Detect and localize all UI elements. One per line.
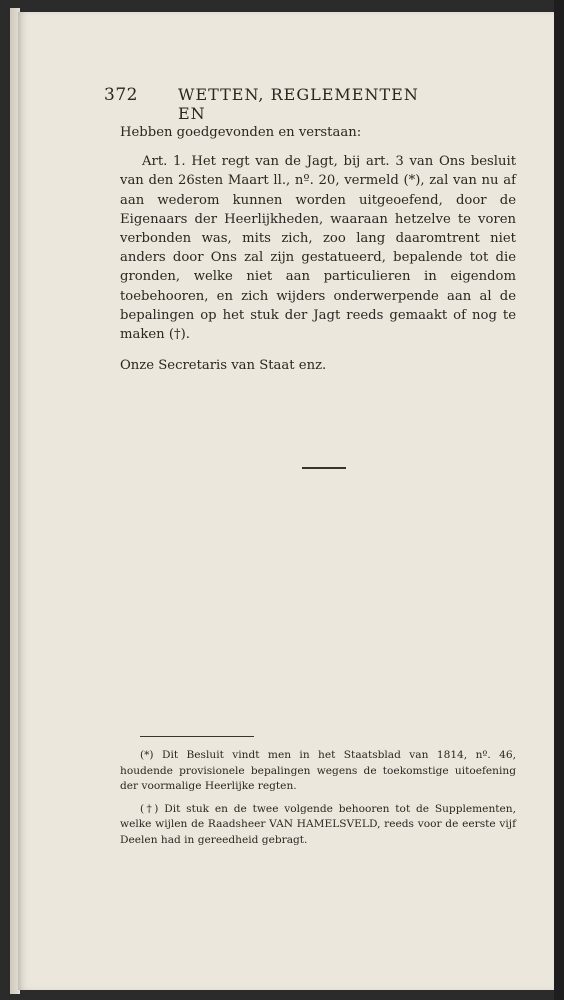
article-1: Art. 1. Het regt van de Jagt, bij art. 3 van Ons besluit van den 26sten Maart ll., nº. 20, vermeld (*), zal van nu af aan wederom kunnen worden uitgeoefend, door de Eigenaars der Heerlijkheden, waaraan hetzelve te voren verbonden was, mits zich, zoo lang daaromtrent niet anders door Ons zal zijn gestatueerd, bepalende tot die gronden, welke niet aan particulieren in eigendom toebehooren, en zich wijders onderwerpende aan al de bepalingen op het stuk der Jagt reeds gemaakt of nog te maken (†). xyxy=(120,154,516,343)
section-divider xyxy=(302,467,346,469)
main-text xyxy=(120,123,516,375)
page-number: 372 xyxy=(104,85,138,105)
footnote-2: (†) Dit stuk en de twee volgende behooren tot de Supplementen, welke wijlen de Raadsheer VAN HAMELSVELD, reeds voor de eerste vijf Deelen had in gereedheid gebragt. xyxy=(120,802,516,846)
closing-line: Onze Secretaris van Staat enz. xyxy=(120,358,327,374)
page-right-border xyxy=(554,0,564,1000)
running-title: WETTEN, REGLEMENTEN EN xyxy=(178,85,419,123)
footnote-rule xyxy=(140,736,254,737)
footnote-1: (*) Dit Besluit vindt men in het Staatsblad van 1814, nº. 46, houdende provisionele bepalingen wegens de toekomstige uitoefening der voormalige Heerlijke regten. xyxy=(120,749,516,792)
intro-line: Hebben goedgevonden en verstaan: xyxy=(120,125,362,140)
footnotes xyxy=(120,748,516,855)
